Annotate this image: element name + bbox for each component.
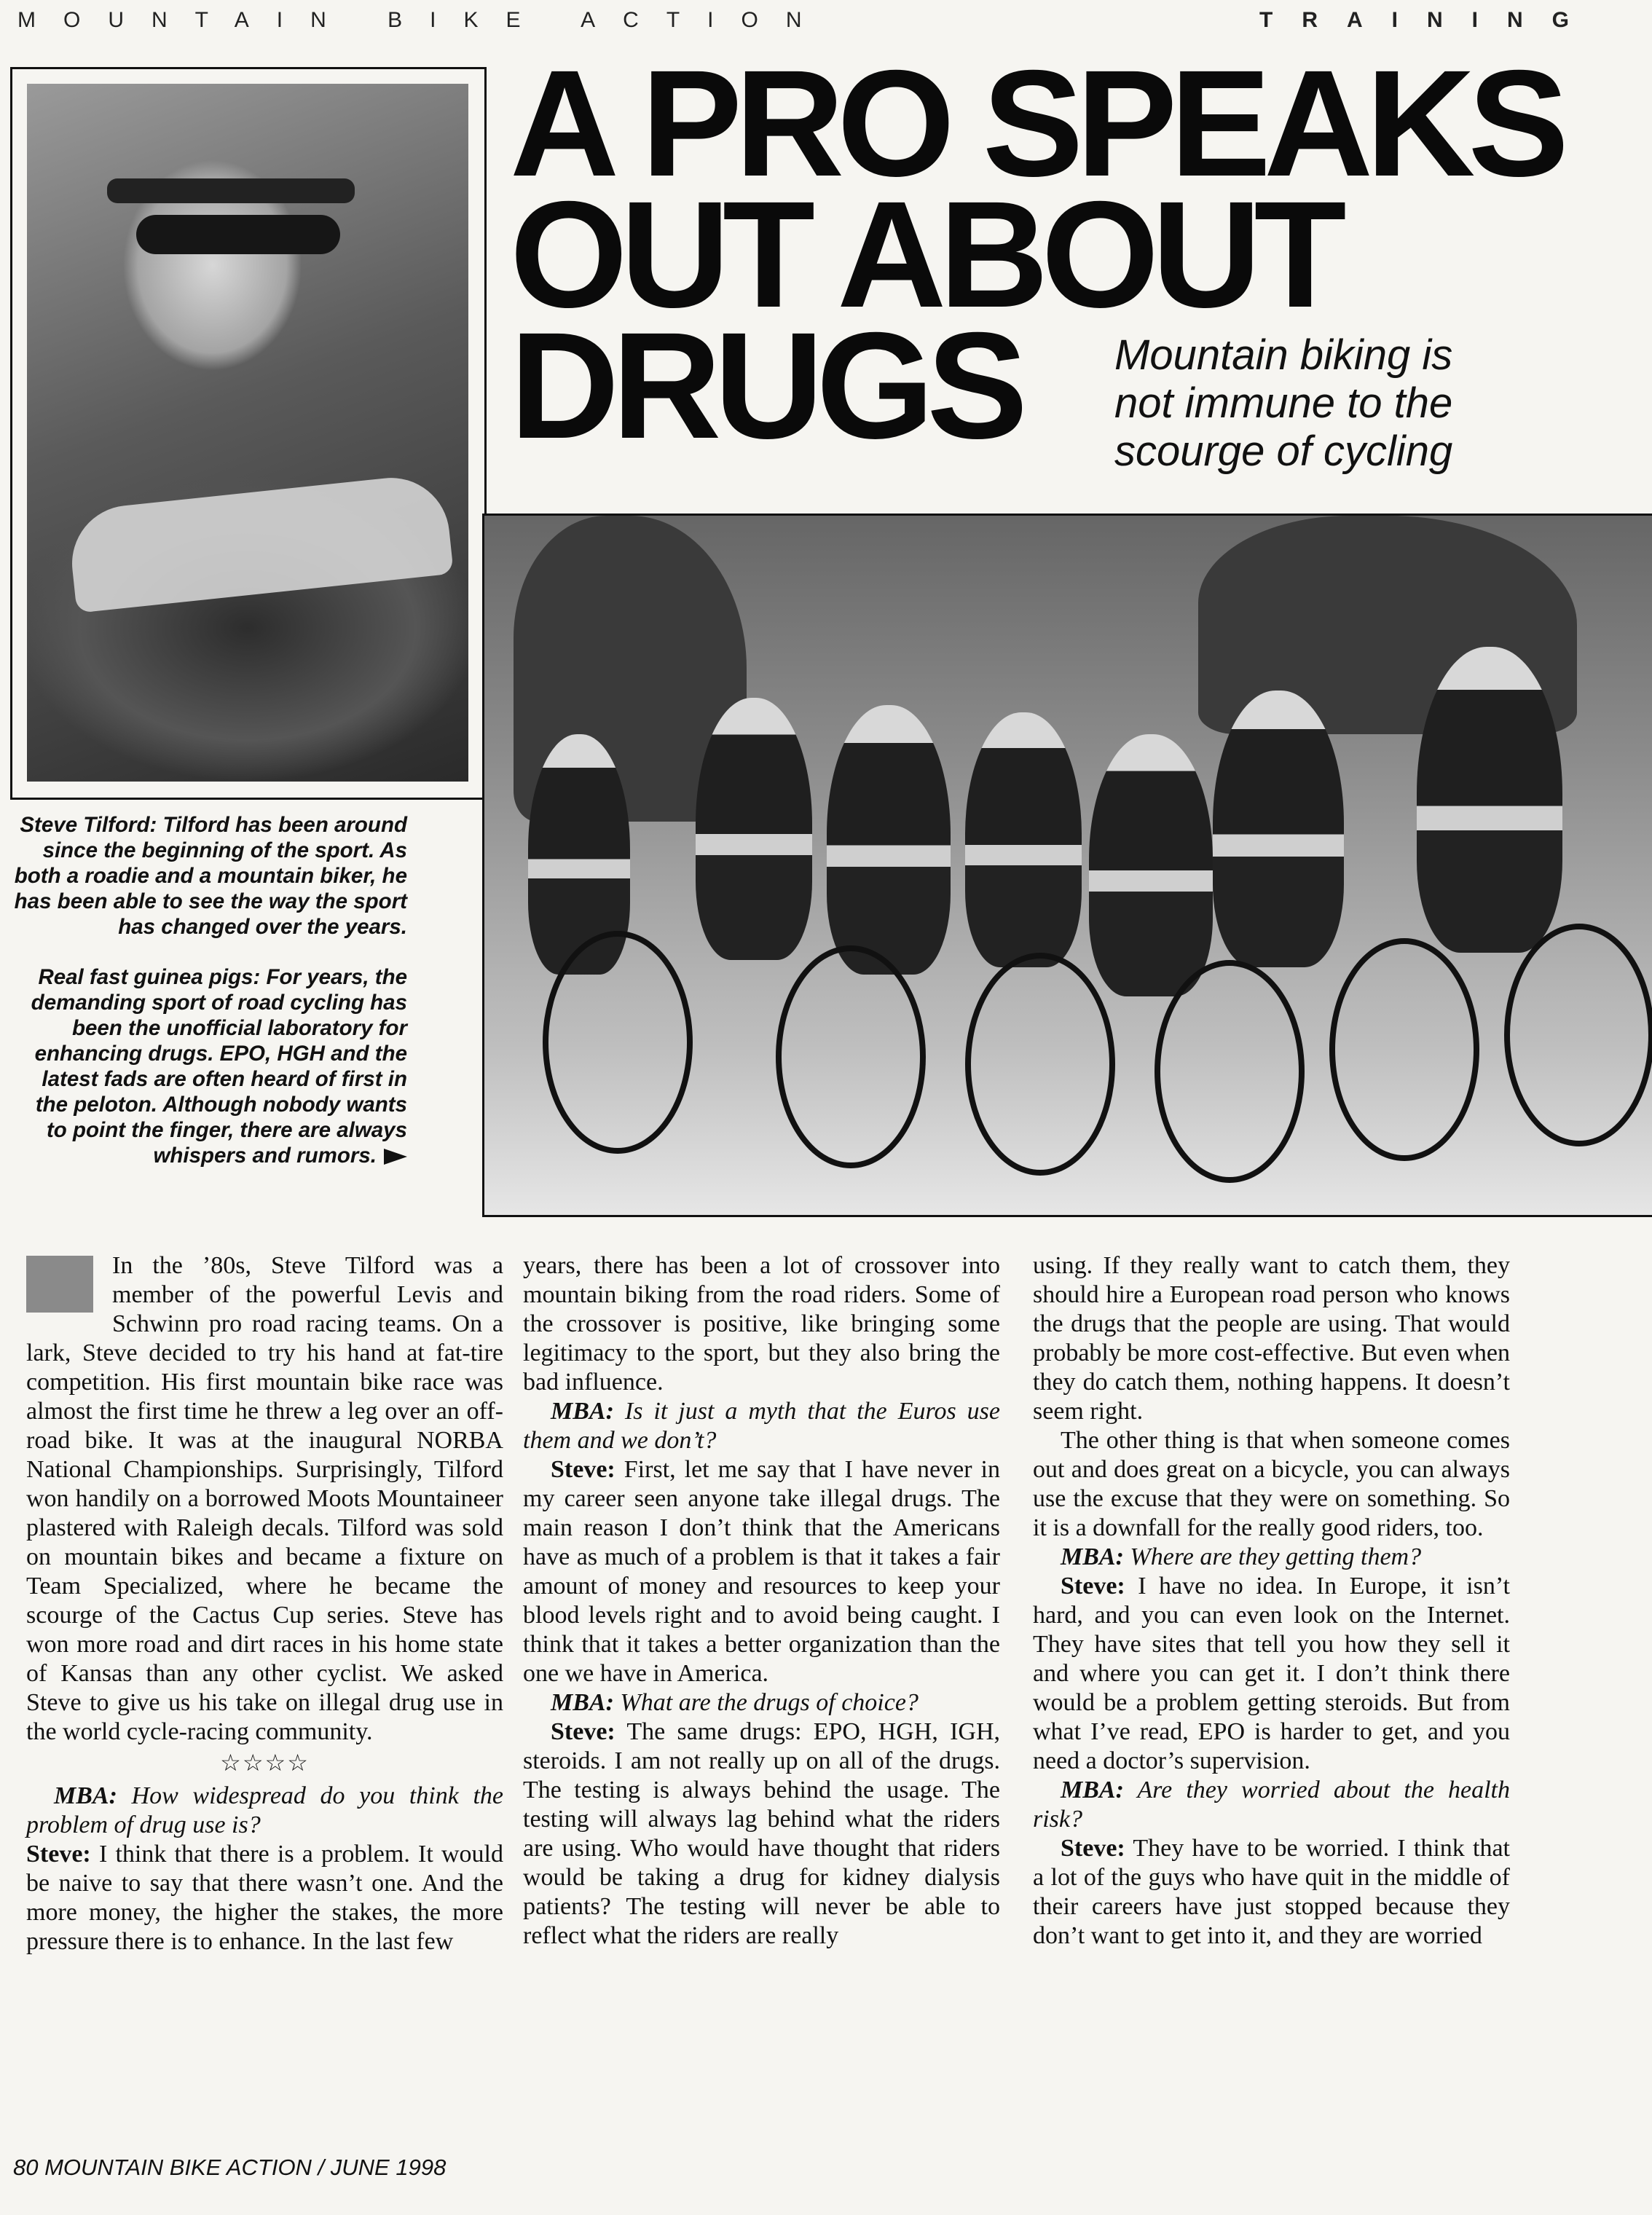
question-label: MBA: [54,1782,117,1809]
rider-shape [965,712,1082,967]
answer-label: Steve: [1061,1835,1125,1862]
question-label: MBA: [551,1398,614,1425]
answer-text: I have no idea. In Europe, it isn’t hard, and you can even look on the Internet. They have sites that tell you how they sell it and where you can get it. I don’t think there would be a problem getting steroids. But from what I’ve read, EPO is harder to get, and you need a doctor’s supervision. [1033,1573,1510,1774]
answer-label: Steve: [551,1456,615,1483]
wheel-shape [1155,960,1305,1183]
answer-text: years, there has been a lot of crossover into mountain biking from the road riders. Some of the crossover is positive, like bringing some legitimacy to the sport, but they also bring the bad influence. [523,1252,1000,1396]
race-caption: Real fast guinea pigs: For years, the demanding sport of road cycling has been the unofficial laboratory for enhancing drugs. EPO, HGH and the latest fads are often heard of first in the peloton. Although nobody wants to point the finger, there are always whispers and rumors. [31,965,407,1168]
answer-text: The same drugs: EPO, HGH, IGH, steroids. I am not really up on all of the drugs. The testing is always behind the usage. The testing will always lag behind what the riders are using. Who would have thought that riders would be taking a drug for kidney dialysis patients? The testing will never be able to reflect what the riders are really [523,1718,1000,1949]
portrait-photo [27,84,468,782]
deck-line: scourge of cycling [1114,428,1453,475]
headband-shape [107,178,355,203]
headline-line: A PRO SPEAKS [510,39,1562,208]
drop-cap-square [26,1256,93,1313]
wheel-shape [965,953,1115,1176]
answer-label: Steve: [26,1841,91,1868]
answer-label: Steve: [1061,1573,1125,1600]
question-label: MBA: [551,1689,614,1716]
answer-text: They have to be worried. I think that a lot of the guys who have quit in the middle of their careers have just stopped because they don’t want to get into it, and they are worried [1033,1835,1510,1949]
article-column-2 [523,1251,1000,1951]
article-column-1 [26,1251,503,1956]
wheel-shape [776,945,926,1168]
wheel-shape [1329,938,1479,1161]
question-text: Where are they getting them? [1130,1543,1422,1570]
question-text: Are they worried about the health risk? [1033,1777,1510,1833]
arrow-right-icon [384,1149,407,1165]
page-folio: 80 MOUNTAIN BIKE ACTION / JUNE 1998 [13,2155,447,2180]
rider-shape [827,705,951,975]
photo-captions [10,812,407,1193]
sunglasses-shape [136,215,340,254]
deck-line: Mountain biking is [1114,331,1453,379]
rider-shape [1089,734,1213,996]
section-break-stars: ☆☆☆☆ [220,1750,310,1776]
portrait-frame [10,67,487,800]
rider-shape [1417,647,1562,953]
wheel-shape [543,931,693,1154]
question-label: MBA: [1061,1543,1124,1570]
rider-shape [696,698,812,960]
answer-text: I think that there is a problem. It would be naive to say that there wasn’t one. And the more money, the higher the stakes, the more pressure there is to enhance. In the last few [26,1841,503,1955]
wheel-shape [1504,924,1652,1146]
headline-line: OUT ABOUT [510,170,1340,339]
question-text: How widespread do you think the problem of drug use is? [26,1782,503,1838]
portrait-caption: Steve Tilford: Tilford has been around since the beginning of the sport. As both a roadie and a mountain biker, he has been able to see the way the sport has changed over the years. [14,813,407,939]
jersey-shape [66,472,454,613]
article-column-3 [1033,1251,1510,1951]
section-label: TRAINING [1259,8,1598,32]
race-photo [482,514,1652,1217]
answer-text: The other thing is that when someone comes out and does great on a bicycle, you can always use the excuse that they were on something. So it is a downfall for the really good riders, too. [1033,1427,1510,1541]
question-text: Is it just a myth that the Euros use them and we don’t? [523,1398,1000,1454]
question-label: MBA: [1061,1777,1124,1803]
answer-text: First, let me say that I have never in my career seen anyone take illegal drugs. The main reason I don’t think that the Americans have as much of a problem is that it takes a fair amount of money and resources to keep your blood levels right and to avoid being caught. I think that it takes a better organization than the one we have in America. [523,1456,1000,1687]
intro-paragraph: In the ’80s, Steve Tilford was a member of the powerful Levis and Schwinn pro road racing teams. On a lark, Steve decided to try his hand at fat-tire competition. His first mountain bike race was almost the first time he threw a leg over an off-road bike. It was at the inaugural NORBA National Championships. Surprisingly, Tilford won handily on a borrowed Moots Mountaineer plastered with Raleigh decals. Tilford was sold on mountain bikes and became a fixture on Team Specialized, where he became the scourge of the Cactus Cup series. Steve has won more road and dirt races in his home state of Kansas than any other cyclist. We asked Steve to give us his take on illegal drug use in the world cycle-racing community. [26,1252,503,1745]
running-head [17,6,1598,35]
magazine-name: MOUNTAIN BIKE ACTION [17,8,830,32]
answer-text: using. If they really want to catch them, they should hire a European road person who knows the drugs that the people are using. That would probably be more cost-effective. But even when they do catch them, nothing happens. It doesn’t seem right. [1033,1252,1510,1425]
deck-line: not immune to the [1114,379,1453,427]
deck [1114,331,1639,476]
question-text: What are the drugs of choice? [620,1689,919,1716]
headline-line: DRUGS [510,302,1021,471]
answer-label: Steve: [551,1718,615,1745]
rider-shape [1213,691,1344,967]
